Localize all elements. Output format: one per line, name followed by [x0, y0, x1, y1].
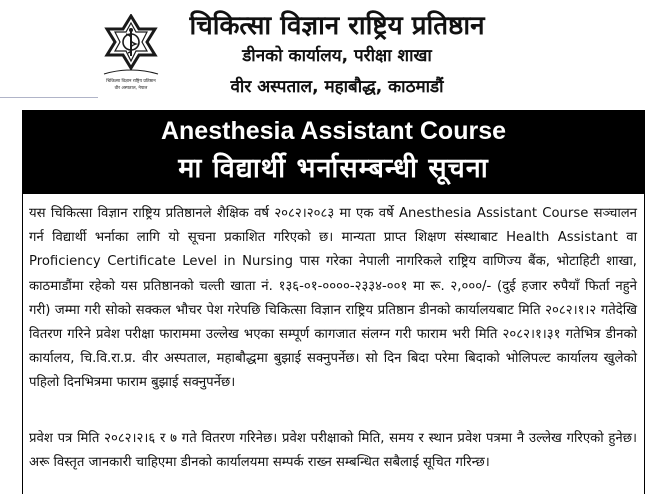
emblem-caption-line-1: चिकित्सा विज्ञान राष्ट्रिय प्रतिष्ठान	[106, 79, 156, 84]
notice-body	[22, 194, 645, 494]
course-title: Anesthesia Assistant Course	[160, 117, 507, 145]
emblem-caption	[106, 78, 156, 91]
office-address: वीर अस्पताल, महाबौद्ध, काठमाडौं	[230, 77, 444, 97]
notice-subject: मा विद्यार्थी भर्नासम्बन्धी सूचना	[178, 153, 489, 184]
notice-title-banner	[22, 110, 645, 194]
notice-header	[0, 0, 667, 112]
office-name: डीनको कार्यालय, परीक्षा शाखा	[242, 46, 432, 66]
emblem-caption-line-2: वीर अस्पताल, नेपाल	[114, 86, 148, 91]
notice-paragraph-2: प्रवेश पत्र मिति २०८२।२।६ र ७ गते वितरण गरिनेछ। प्रवेश परीक्षाको मिति, समय र स्थान प्रवेश पत्रमा नै उल्लेख गरिएको हुनेछ। अरू विस्तृत जानकारी चाहिएमा डीनको कार्यालयमा सम्पर्क राख्न सम्बन्धित सबैलाई सूचित गरिन्छ।	[29, 431, 637, 471]
institute-name: चिकित्सा विज्ञान राष्ट्रिय प्रतिष्ठान	[189, 11, 485, 41]
notice-paragraph-1: यस चिकित्सा विज्ञान राष्ट्रिय प्रतिष्ठानले शैक्षिक वर्ष २०८२।२०८३ मा एक वर्षे Anesthesia Assistant Course सञ्चालन गर्न विद्यार्थी भर्नाका लागि यो सूचना प्रकाशित गरिएको छ। मान्यता प्राप्त शिक्षण संस्थाबाट Health Assistant वा Proficiency Certificate Level in Nursing पास गरेका नेपाली नागरिकले राष्ट्रिय वाणिज्य बैंक, भोटाहिटी शाखा, काठमाडौंमा रहेको यस प्रतिष्ठानको चल्ती खाता नं. १३६-०१-००००-२३३४-००१ मा रू. २,०००/- (दुई हजार रुपैयाँ फिर्ता नहुने गरी) जम्मा गरी सोको सक्कल भौचर पेश गरेपछि चिकित्सा विज्ञान राष्ट्रिय प्रतिष्ठान डीनको कार्यालयबाट मिति २०८२।१।२ गतेदेखि वितरण गरिने प्रवेश परीक्षा फाराममा उल्लेख भएका सम्पूर्ण कागजात संलग्न गरी फाराम भरी मिति २०८२।१।३१ गतेभित्र डीनको कार्यालय, चि.वि.रा.प्र. वीर अस्पताल, महाबौद्धमा बुझाई सक्नुपर्नेछ। सो दिन बिदा परेमा बिदाको भोलिपल्ट कार्यालय खुलेको पहिलो दिनभित्रमा फाराम बुझाई सक्नुपर्नेछ।	[29, 206, 637, 391]
institute-emblem-icon	[98, 14, 164, 96]
